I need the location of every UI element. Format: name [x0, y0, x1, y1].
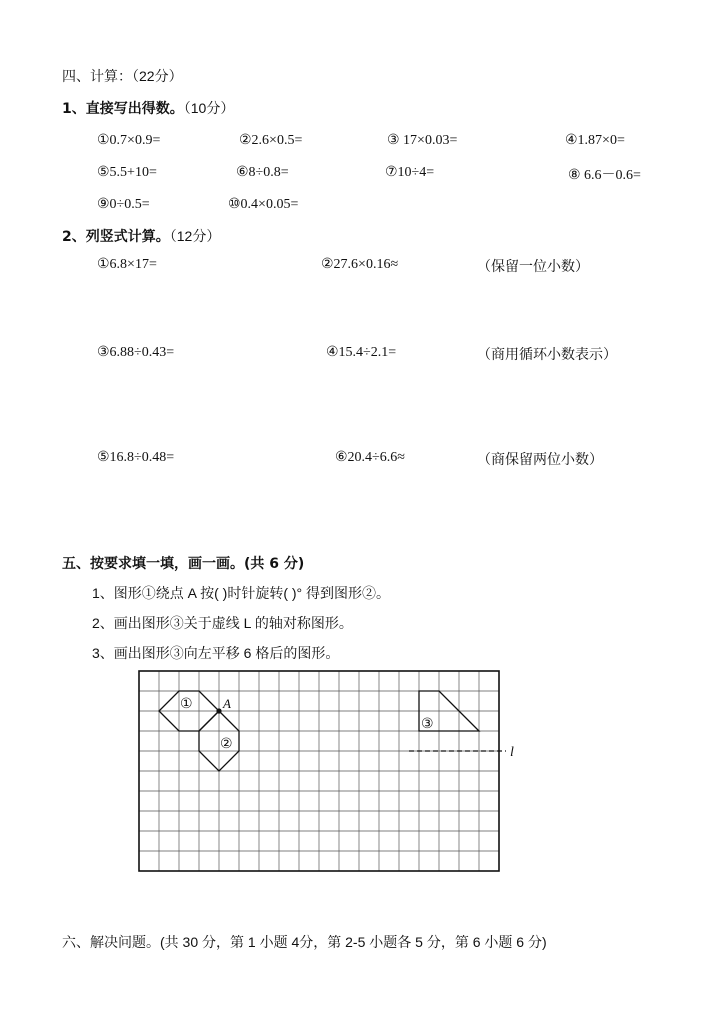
- section6-title: 六、解决问题。(共 30 分，第 1 小题 4分，第 2-5 小题各 5 分，第 6 小题 6 分): [62, 934, 547, 950]
- mental-calc-item: ⑤5.5+10=: [97, 165, 157, 180]
- part2-title: 2、列竖式计算。: [62, 229, 170, 245]
- rounding-note: （商保留两位小数）: [477, 452, 603, 468]
- vertical-calc-item: ③6.88÷0.43=: [97, 345, 175, 360]
- mental-calc-item: ⑩0.4×0.05=: [228, 197, 299, 212]
- shape-3-label: ③: [421, 716, 434, 732]
- shape-1-label: ①: [180, 696, 193, 712]
- question-rotation: 1、图形①绕点 A 按( )时针旋转( )° 得到图形②。: [92, 585, 391, 601]
- mental-calc-item: ④1.87×0=: [565, 133, 625, 148]
- vertical-calc-item: ⑤16.8÷0.48=: [97, 450, 175, 465]
- mental-calc-item: ⑧ 6.6－0.6=: [568, 168, 641, 183]
- part1-score: （10分）: [183, 100, 235, 116]
- mental-calc-item: ⑥8÷0.8=: [236, 165, 289, 180]
- section5-title: 五、按要求填一填，画一画。(共 6 分): [62, 556, 305, 572]
- mental-calc-item: ①0.7×0.9=: [97, 133, 161, 148]
- question-translation: 3、画出图形③向左平移 6 格后的图形。: [92, 645, 340, 661]
- vertical-calc-item: ②27.6×0.16≈: [321, 257, 399, 272]
- vertical-calc-item: ①6.8×17=: [97, 257, 157, 272]
- mental-calc-item: ⑨0÷0.5=: [97, 197, 150, 212]
- repeating-decimal-note: （商用循环小数表示）: [477, 347, 617, 363]
- mental-calc-item: ②2.6×0.5=: [239, 133, 303, 148]
- question-reflection: 2、画出图形③关于虚线 L 的轴对称图形。: [92, 615, 353, 631]
- vertical-calc-item: ⑥20.4÷6.6≈: [335, 450, 405, 465]
- part2-score: （12分）: [169, 228, 221, 244]
- part1-title: 1、直接写出得数。: [62, 101, 184, 117]
- grid-figure: [138, 670, 518, 876]
- point-a-label: A: [223, 696, 231, 711]
- section4-title: 四、计算：（22分）: [62, 68, 183, 84]
- rounding-note: （保留一位小数）: [477, 259, 589, 275]
- mental-calc-item: ③ 17×0.03=: [387, 133, 458, 148]
- line-l-label: l: [510, 745, 514, 760]
- mental-calc-item: ⑦10÷4=: [385, 165, 435, 180]
- part1-heading: [62, 98, 234, 118]
- part2-heading: [62, 226, 220, 246]
- grid-lines: [139, 671, 499, 871]
- point-a-dot: [216, 708, 221, 713]
- shape-2-label: ②: [220, 736, 233, 752]
- vertical-calc-item: ④15.4÷2.1=: [326, 345, 397, 360]
